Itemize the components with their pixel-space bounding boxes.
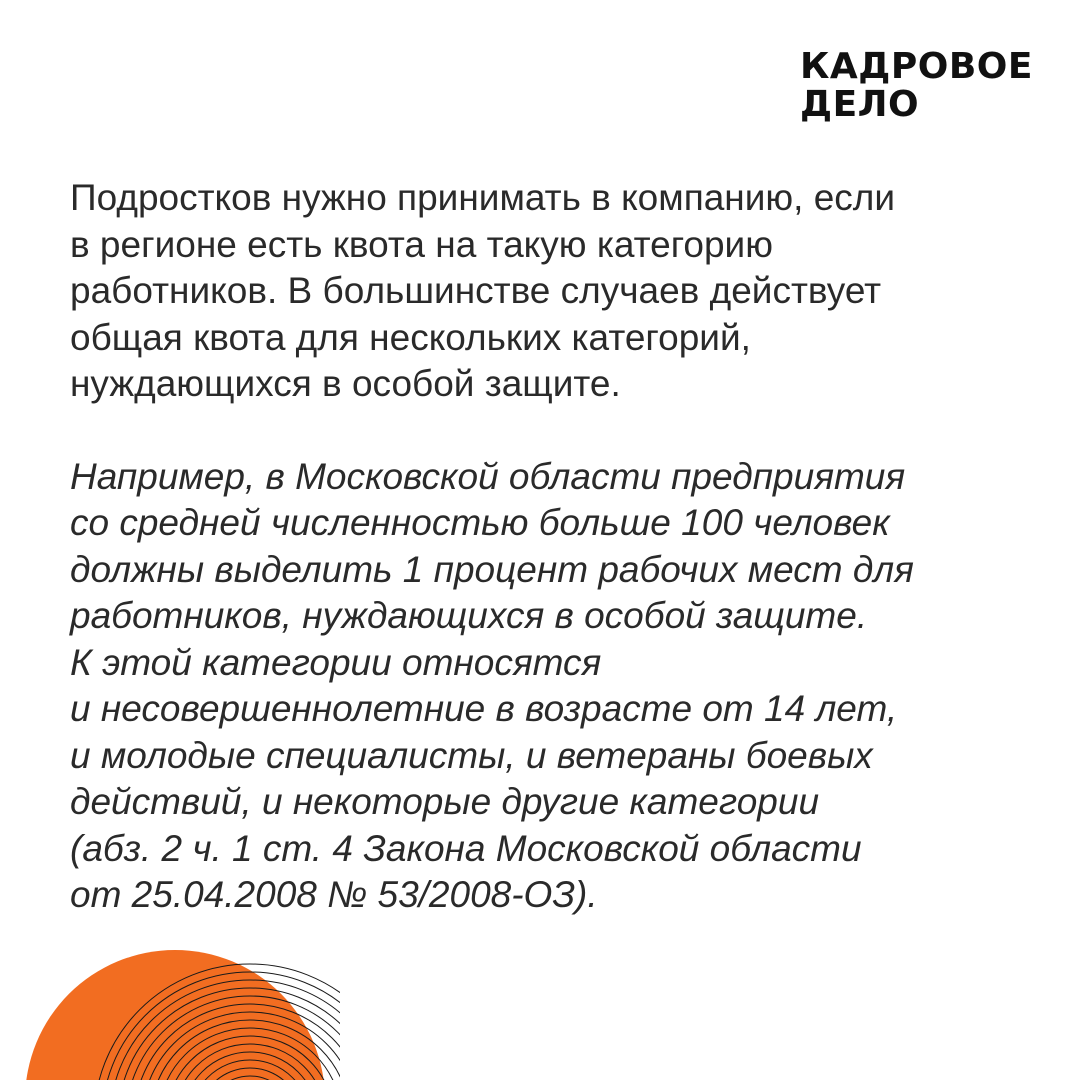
text-line: нуждающихся в особой защите. (70, 363, 621, 404)
text-line: и несовершеннолетние в возрасте от 14 лет, (70, 688, 898, 729)
text-line: действий, и некоторые другие категории (70, 781, 820, 822)
brand-logo (800, 48, 1033, 124)
decorative-graphic (0, 930, 340, 1080)
text-line: должны выделить 1 процент рабочих мест для (70, 548, 914, 590)
text-line: и молодые специалисты, и ветераны боевых (70, 734, 873, 776)
text-line: Например, в Московской области предприятия (70, 455, 906, 497)
paragraph-intro (70, 175, 1060, 408)
text-line: в регионе есть квота на такую категорию (70, 223, 773, 265)
text-line: К этой категории относятся (70, 641, 602, 683)
article-body (70, 175, 1060, 919)
text-line: Подростков нужно принимать в компанию, если (70, 177, 896, 218)
text-line: общая квота для нескольких категорий, (70, 316, 751, 358)
text-line: со средней численностью больше 100 человек (70, 502, 890, 543)
logo-line-1: КАДРОВОЕ (800, 46, 1033, 87)
text-line: от 25.04.2008 № 53/2008-ОЗ). (70, 874, 598, 915)
logo-line-2: ДЕЛО (800, 84, 920, 125)
circles-graphic (0, 930, 340, 1080)
paragraph-example (70, 454, 1060, 919)
text-line: (абз. 2 ч. 1 ст. 4 Закона Московской области (70, 827, 862, 869)
orange-circle (25, 950, 325, 1080)
text-line: работников. В большинстве случаев действует (70, 270, 882, 311)
text-line: работников, нуждающихся в особой защите. (70, 595, 868, 636)
